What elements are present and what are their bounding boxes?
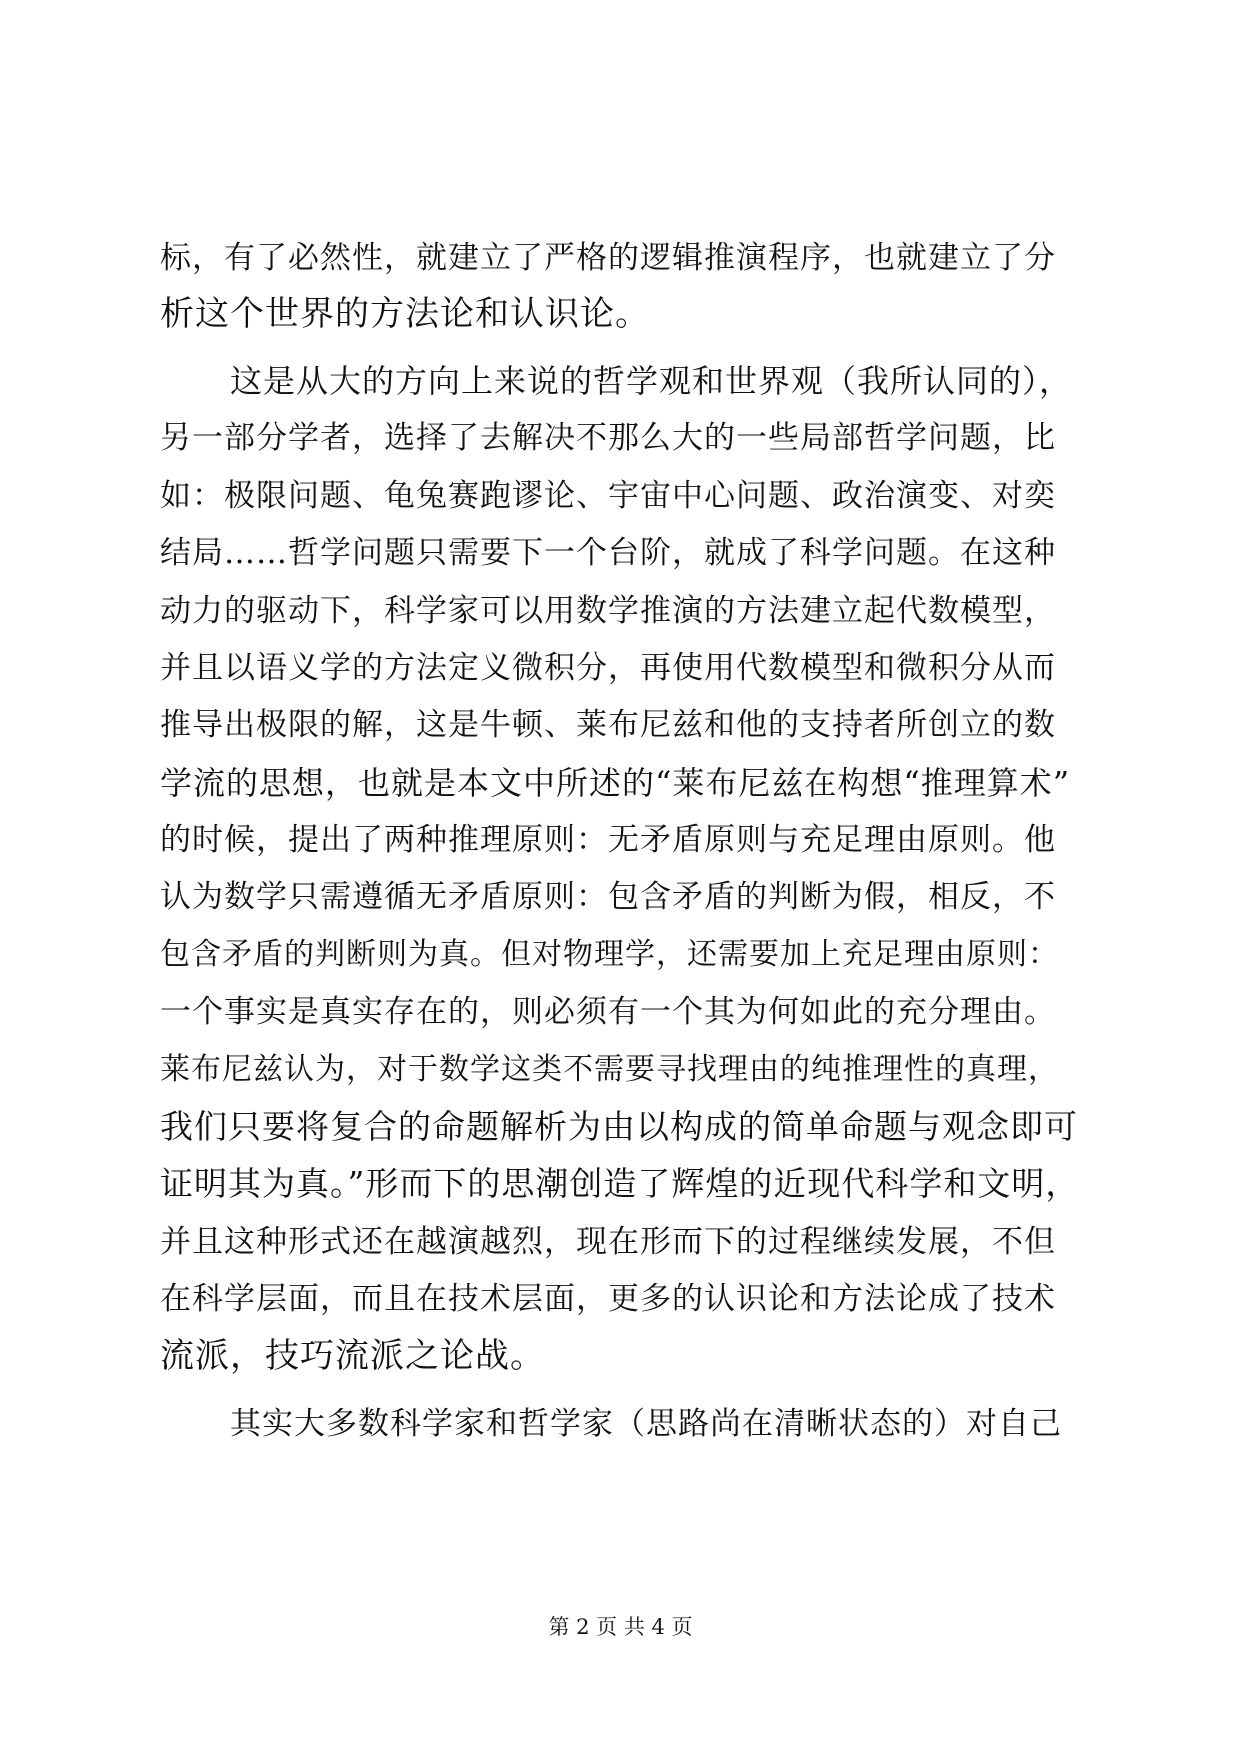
text-line: 在科学层面，而且在技术层面，更多的认识论和方法论成了技术 [160, 1281, 1056, 1317]
text-line: 包含矛盾的判断则为真。但对物理学，还需要加上充足理由原则： [160, 937, 1059, 972]
text-line: 一个事实是真实存在的，则必须有一个其为何如此的充分理由。 [160, 994, 1056, 1030]
text-line: 证明其为真。”形而下的思潮创造了辉煌的近现代科学和文明， [160, 1164, 1080, 1203]
text-line: 析这个世界的方法论和认识论。 [160, 294, 650, 334]
text-line: 流派，技巧流派之论战。 [160, 1336, 545, 1376]
text-line: 这是从大的方向上来说的哲学观和世界观（我所认同的）， [230, 362, 1073, 400]
text-line: 动力的驱动下，科学家可以用数学推演的方法建立起代数模型， [160, 593, 1056, 629]
text-line: 我们只要将复合的命题解析为由以构成的简单命题与观念即可 [160, 1107, 1078, 1146]
text-line: 认为数学只需遵循无矛盾原则：包含矛盾的判断为假，相反，不 [160, 879, 1056, 915]
text-line: 如：极限问题、龟兔赛跑谬论、宇宙中心问题、政治演变、对奕 [160, 478, 1056, 514]
text-line: 其实大多数科学家和哲学家（思路尚在清晰状态的）对自己 [230, 1406, 1062, 1442]
text-line: 并且这种形式还在越演越烈，现在形而下的过程继续发展，不但 [160, 1224, 1056, 1260]
text-line: 结局……哲学问题只需要下一个台阶，就成了科学问题。在这种 [160, 535, 1056, 571]
text-line: 另一部分学者，选择了去解决不那么大的一些局部哲学问题，比 [160, 420, 1056, 456]
text-line: 并且以语义学的方法定义微积分，再使用代数模型和微积分从而 [160, 650, 1056, 686]
text-line: 的时候，提出了两种推理原则：无矛盾原则与充足理由原则。他 [160, 822, 1056, 858]
text-line: 莱布尼兹认为，对于数学这类不需要寻找理由的纯推理性的真理， [160, 1052, 1059, 1087]
text-line: 推导出极限的解，这是牛顿、莱布尼兹和他的支持者所创立的数 [160, 707, 1056, 743]
text-line: 标，有了必然性，就建立了严格的逻辑推演程序，也就建立了分 [160, 240, 1056, 276]
text-line: 学流的思想，也就是本文中所述的“莱布尼兹在构想“推理算术” [160, 764, 1071, 802]
page-number-footer: 第 2 页 共 4 页 [548, 1615, 693, 1639]
